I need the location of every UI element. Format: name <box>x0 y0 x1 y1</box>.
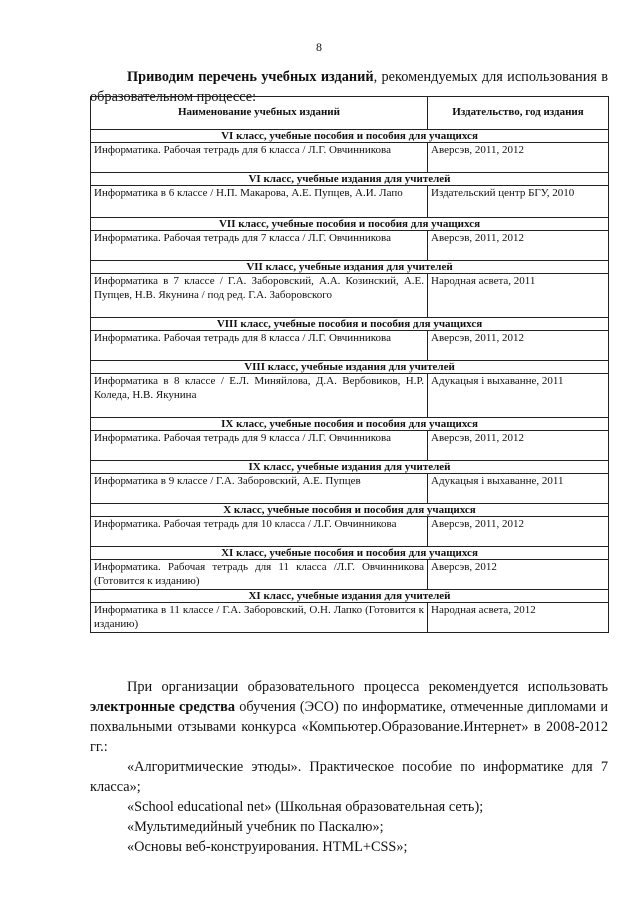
book-publisher: Народная асвета, 2012 <box>428 603 609 633</box>
list-item: «School educational net» (Школьная образовательная сеть); <box>127 799 484 815</box>
eso-text-end: обучения (ЭСО) по информатике, отмеченные дипломами и похвальными отзывами конкурса «Компьютер.Образование.Интернет» в 2008-2012 гг.: <box>90 699 608 755</box>
book-title: Информатика в 6 классе / Н.П. Макарова, А.Е. Пупцев, А.И. Лапо <box>91 186 428 218</box>
book-title: Информатика. Рабочая тетрадь для 8 класса / Л.Г. Овчинникова <box>91 331 428 361</box>
book-title: Информатика в 8 классе / Е.Л. Миняйлова, Д.А. Вербовиков, Н.Р. Коледа, Н.В. Якунина <box>91 374 428 418</box>
list-item: «Мультимедийный учебник по Паскалю»; <box>127 819 384 835</box>
body-text <box>90 677 608 857</box>
book-title: Информатика. Рабочая тетрадь для 11 класса /Л.Г. Овчинникова (Готовится к изданию) <box>91 560 428 590</box>
book-title: Информатика. Рабочая тетрадь для 6 класса / Л.Г. Овчинникова <box>91 143 428 173</box>
section-heading: VIII класс, учебные издания для учителей <box>91 361 609 374</box>
eso-bold-text: электронные средства <box>90 699 235 715</box>
section-heading: VII класс, учебные издания для учителей <box>91 261 609 274</box>
table-header-row <box>91 97 609 130</box>
book-publisher: Аверсэв, 2011, 2012 <box>428 331 609 361</box>
book-publisher: Адукацыя і выхаванне, 2011 <box>428 474 609 504</box>
book-title: Информатика. Рабочая тетрадь для 9 класса / Л.Г. Овчинникова <box>91 431 428 461</box>
section-heading: VII класс, учебные пособия и пособия для учащихся <box>91 218 609 231</box>
table-row <box>91 560 609 590</box>
book-publisher: Аверсэв, 2011, 2012 <box>428 431 609 461</box>
list-item: «Алгоритмические этюды». Практическое пособие по информатике для 7 класса»; <box>90 759 608 795</box>
table-row <box>91 517 609 547</box>
table-row <box>91 431 609 461</box>
page-number: 8 <box>316 40 322 54</box>
book-publisher: Издательский центр БГУ, 2010 <box>428 186 609 218</box>
table-row <box>91 603 609 633</box>
book-publisher: Аверсэв, 2011, 2012 <box>428 231 609 261</box>
book-publisher: Аверсэв, 2012 <box>428 560 609 590</box>
book-title: Информатика. Рабочая тетрадь для 10 класса / Л.Г. Овчинникова <box>91 517 428 547</box>
section-heading: IX класс, учебные пособия и пособия для учащихся <box>91 418 609 431</box>
section-heading: XI класс, учебные издания для учителей <box>91 590 609 603</box>
table-row <box>91 274 609 318</box>
table-row <box>91 143 609 173</box>
table-row <box>91 186 609 218</box>
textbook-table <box>90 96 609 633</box>
book-publisher: Аверсэв, 2011, 2012 <box>428 517 609 547</box>
book-publisher: Народная асвета, 2011 <box>428 274 609 318</box>
section-heading: XI класс, учебные пособия и пособия для учащихся <box>91 547 609 560</box>
book-title: Информатика в 11 классе / Г.А. Заборовский, О.Н. Лапко (Готовится к изданию) <box>91 603 428 633</box>
eso-text-start: При организации образовательного процесса рекомендуется использовать <box>127 679 608 695</box>
list-item: «Основы веб-конструирования. HTML+CSS»; <box>127 839 408 855</box>
book-title: Информатика в 7 классе / Г.А. Заборовский, А.А. Козинский, А.Е. Пупцев, Н.В. Якунина / под ред. Г.А. Заборовского <box>91 274 428 318</box>
book-publisher: Аверсэв, 2011, 2012 <box>428 143 609 173</box>
section-heading: VI класс, учебные пособия и пособия для учащихся <box>91 130 609 143</box>
section-heading: VI класс, учебные издания для учителей <box>91 173 609 186</box>
table-row <box>91 474 609 504</box>
book-publisher: Адукацыя і выхаванне, 2011 <box>428 374 609 418</box>
column-header-publisher: Издательство, год издания <box>428 97 609 130</box>
section-heading: VIII класс, учебные пособия и пособия для учащихся <box>91 318 609 331</box>
table-row <box>91 374 609 418</box>
table-row <box>91 331 609 361</box>
intro-bold-text: Приводим перечень учебных изданий <box>127 69 374 85</box>
book-title: Информатика. Рабочая тетрадь для 7 класса / Л.Г. Овчинникова <box>91 231 428 261</box>
section-heading: IX класс, учебные издания для учителей <box>91 461 609 474</box>
table-row <box>91 231 609 261</box>
column-header-title: Наименование учебных изданий <box>91 97 428 130</box>
eso-paragraph <box>90 677 608 757</box>
book-title: Информатика в 9 классе / Г.А. Заборовский, А.Е. Пупцев <box>91 474 428 504</box>
intro-text: , рекомендуемых для использования в образовательном процессе: <box>90 69 608 105</box>
section-heading: X класс, учебные пособия и пособия для учащихся <box>91 504 609 517</box>
